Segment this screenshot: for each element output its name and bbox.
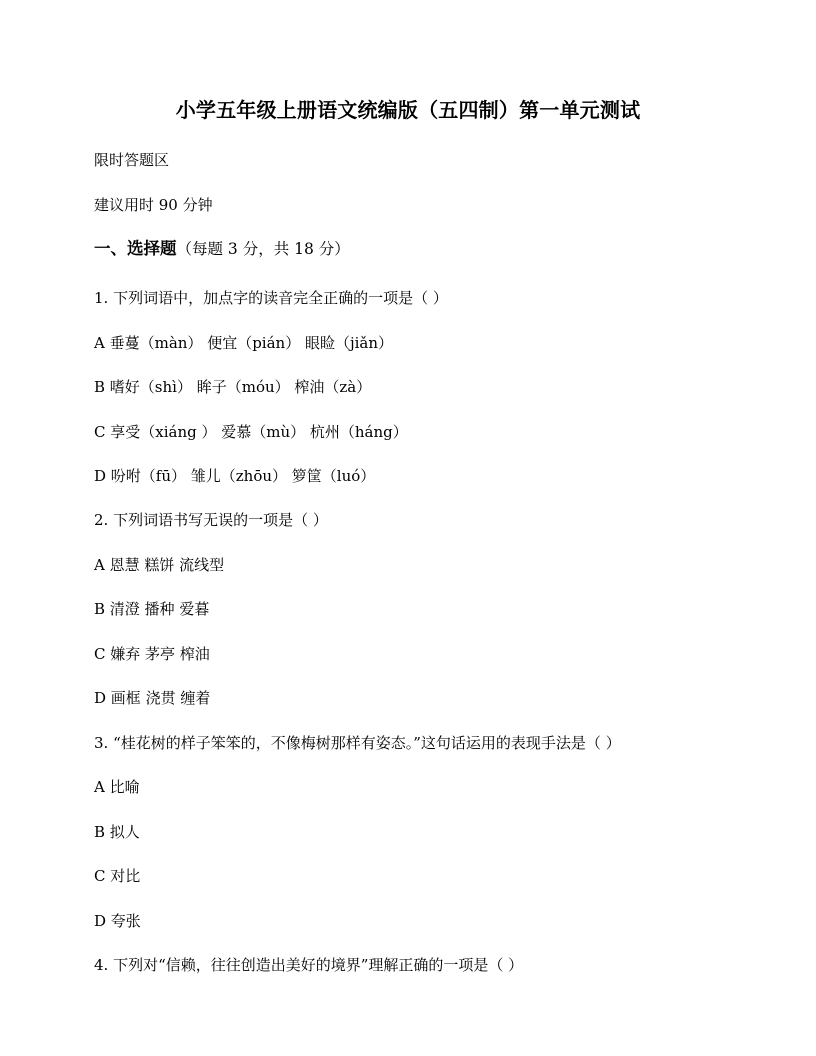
section-note: （每题 3 分，共 18 分） — [176, 240, 350, 258]
zone-label: 限时答题区 — [94, 151, 170, 169]
section-heading — [94, 239, 350, 259]
document-title: 小学五年级上册语文统编版（五四制）第一单元测试 — [175, 98, 641, 122]
option-a: A 垂蔓（màn） 便宜（pián） 眼睑（jiǎn） — [94, 334, 394, 352]
option-d: D 夸张 — [94, 912, 141, 930]
section-title: 一、选择题 — [94, 239, 177, 258]
option-a: A 比喻 — [94, 778, 140, 796]
option-b: B 嗜好（shì） 眸子（móu） 榨油（zà） — [94, 378, 372, 396]
question-stem: 4. 下列对“信赖，往往创造出美好的境界”理解正确的一项是（ ） — [94, 956, 524, 974]
question-stem: 1. 下列词语中，加点字的读音完全正确的一项是（ ） — [94, 289, 448, 307]
option-b: B 清澄 播种 爱暮 — [94, 600, 210, 618]
question-stem: 3. “桂花树的样子笨笨的，不像梅树那样有姿态。”这句话运用的表现手法是（ ） — [94, 734, 621, 752]
option-a: A 恩慧 糕饼 流线型 — [94, 556, 225, 574]
time-hint: 建议用时 90 分钟 — [94, 196, 213, 214]
option-c: C 嫌弃 茅亭 榨油 — [94, 645, 210, 663]
option-d: D 画框 浇贯 缠着 — [94, 689, 211, 707]
option-c: C 享受（xiáng ） 爱慕（mù） 杭州（háng） — [94, 423, 408, 441]
question-stem: 2. 下列词语书写无误的一项是（ ） — [94, 511, 328, 529]
option-c: C 对比 — [94, 867, 141, 885]
option-d: D 吩咐（fū） 雏儿（zhōu） 箩筐（luó） — [94, 467, 376, 485]
option-b: B 拟人 — [94, 823, 140, 841]
